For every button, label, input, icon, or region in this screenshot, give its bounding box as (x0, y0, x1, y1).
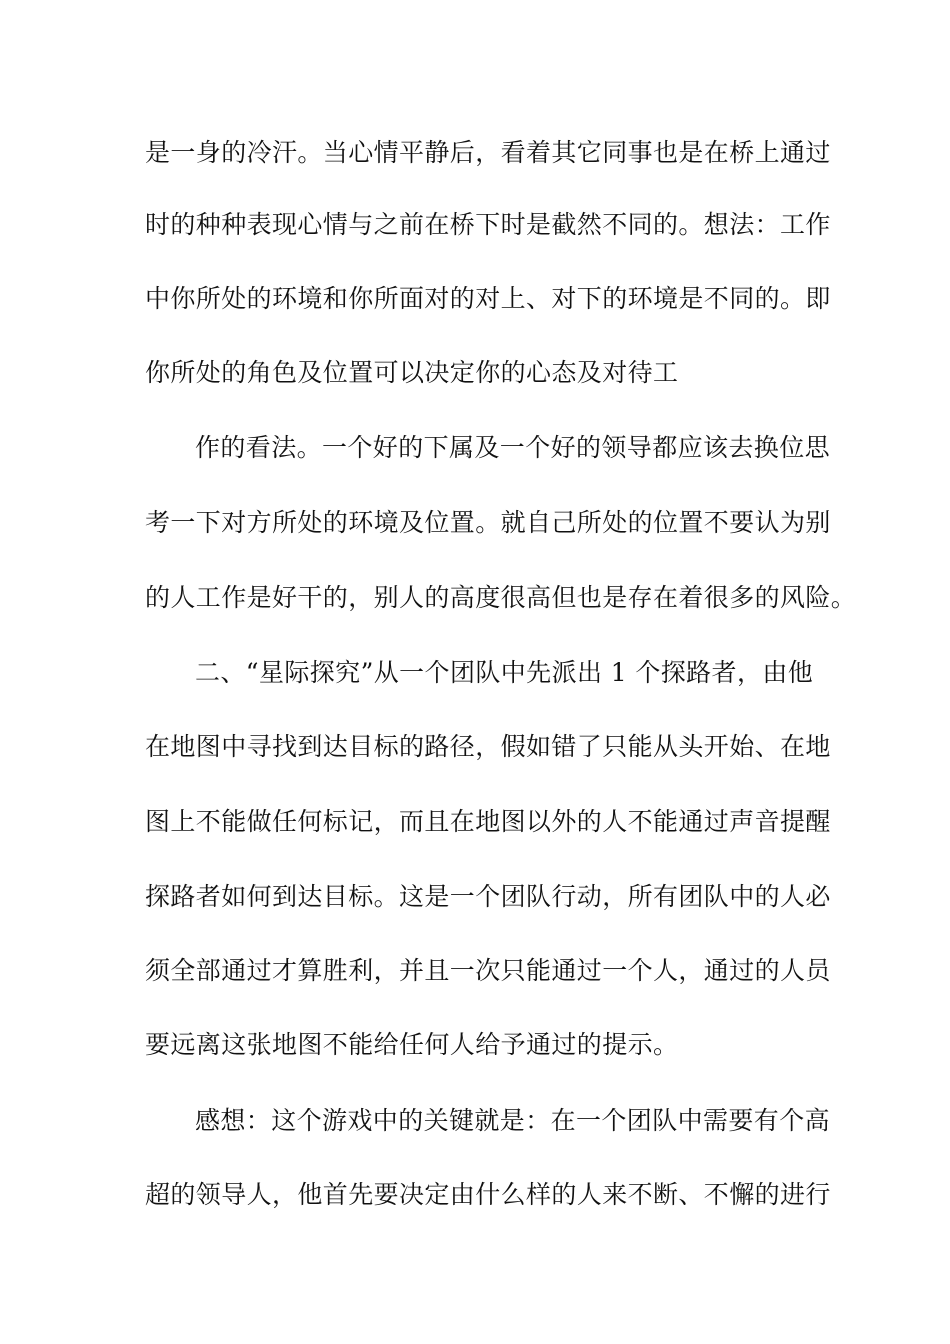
text-line: 探路者如何到达目标。这是一个团队行动，所有团队中的人必 (145, 882, 831, 911)
text-line: 考一下对方所处的环境及位置。就自己所处的位置不要认为别 (145, 508, 831, 537)
text-line: 要远离这张地图不能给任何人给予通过的提示。 (145, 1030, 679, 1059)
paragraph-first-line: 感想：这个游戏中的关键就是：在一个团队中需要有个高 (195, 1106, 831, 1135)
paragraph-first-line: 作的看法。一个好的下属及一个好的领导都应该去换位思 (195, 433, 831, 462)
text-line: 你所处的角色及位置可以决定你的心态及对待工 (145, 358, 679, 387)
text-line: 须全部通过才算胜利，并且一次只能通过一个人，通过的人员 (145, 956, 831, 985)
text-line: 中你所处的环境和你所面对的对上、对下的环境是不同的。即 (145, 284, 831, 313)
text-line: 图上不能做任何标记，而且在地图以外的人不能通过声音提醒 (145, 807, 831, 836)
text-line: 是一身的冷汗。当心情平静后，看着其它同事也是在桥上通过 (145, 138, 831, 167)
text-line: 的人工作是好干的，别人的高度很高但也是存在着很多的风险。 (145, 583, 857, 612)
text-line: 超的领导人，他首先要决定由什么样的人来不断、不懈的进行 (145, 1180, 831, 1209)
text-line: 在地图中寻找到达目标的路径，假如错了只能从头开始、在地 (145, 732, 831, 761)
text-line: 时的种种表现心情与之前在桥下时是截然不同的。想法：工作 (145, 210, 831, 239)
paragraph-first-line: 二、“星际探究”从一个团队中先派出 1 个探路者，由他 (195, 658, 814, 687)
